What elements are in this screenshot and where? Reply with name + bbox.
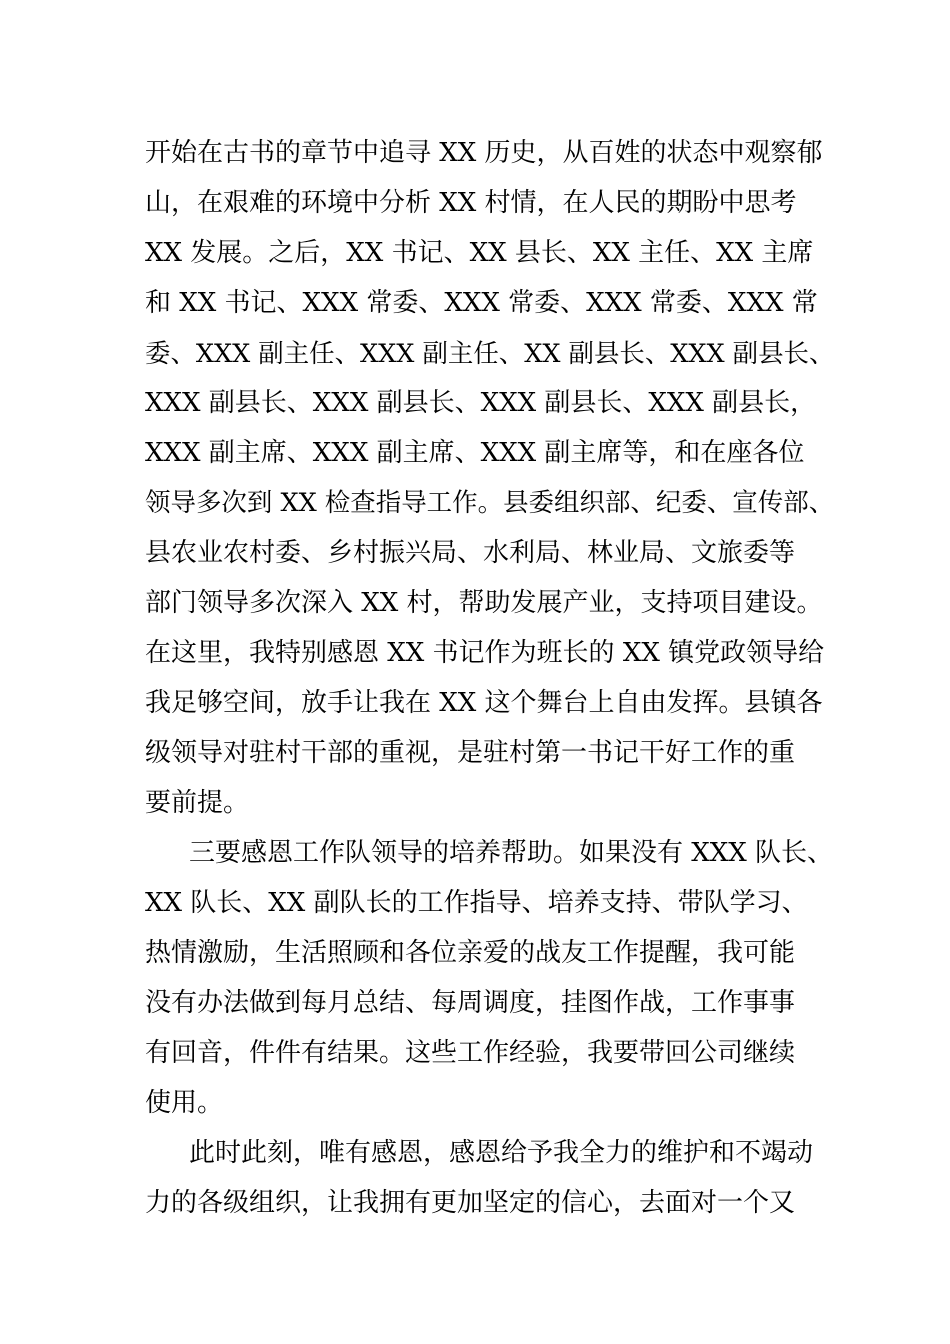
document-body [145, 128, 835, 1228]
text-line: XX 发展。之后，XX 书记、XX 县长、XX 主任、XX 主席 [145, 238, 814, 268]
text-line: 要前提。 [145, 788, 250, 818]
text-line: 部门领导多次深入 XX 村，帮助发展产业，支持项目建设。 [145, 588, 823, 618]
text-line: 热情激励，生活照顾和各位亲爱的战友工作提醒，我可能 [145, 938, 796, 968]
paragraph-1 [145, 128, 835, 828]
text-line: 三要感恩工作队领导的培养帮助。如果没有 XXX 队长、 [189, 838, 834, 868]
text-line: 有回音，件件有结果。这些工作经验，我要带回公司继续 [145, 1038, 796, 1068]
text-line: 在这里，我特别感恩 XX 书记作为班长的 XX 镇党政领导给 [145, 638, 825, 668]
text-line: 县农业农村委、乡村振兴局、水利局、林业局、文旅委等 [145, 538, 796, 568]
text-line: XX 队长、XX 副队长的工作指导、培养支持、带队学习、 [145, 888, 808, 918]
text-line: 此时此刻，唯有感恩，感恩给予我全力的维护和不竭动 [189, 1138, 814, 1168]
text-line: XXX 副县长、XXX 副县长、XXX 副县长、XXX 副县长， [145, 388, 817, 418]
text-line: 级领导对驻村干部的重视，是驻村第一书记干好工作的重 [145, 738, 796, 768]
text-line: 委、XXX 副主任、XXX 副主任、XX 副县长、XXX 副县长、 [145, 338, 835, 368]
text-line: 使用。 [145, 1088, 224, 1118]
text-line: 没有办法做到每月总结、每周调度，挂图作战，工作事事 [145, 988, 796, 1018]
text-line: 力的各级组织，让我拥有更加坚定的信心，去面对一个又 [145, 1188, 796, 1218]
text-line: 我足够空间，放手让我在 XX 这个舞台上自由发挥。县镇各 [145, 688, 823, 718]
paragraph-3 [145, 1128, 835, 1228]
text-line: 和 XX 书记、XXX 常委、XXX 常委、XXX 常委、XXX 常 [145, 288, 818, 318]
paragraph-2 [145, 828, 835, 1128]
text-line: 开始在古书的章节中追寻 XX 历史，从百姓的状态中观察郁 [145, 138, 823, 168]
text-line: XXX 副主席、XXX 副主席、XXX 副主席等，和在座各位 [145, 438, 805, 468]
text-line: 领导多次到 XX 检查指导工作。县委组织部、纪委、宣传部、 [145, 488, 835, 518]
text-line: 山，在艰难的环境中分析 XX 村情，在人民的期盼中思考 [145, 188, 797, 218]
